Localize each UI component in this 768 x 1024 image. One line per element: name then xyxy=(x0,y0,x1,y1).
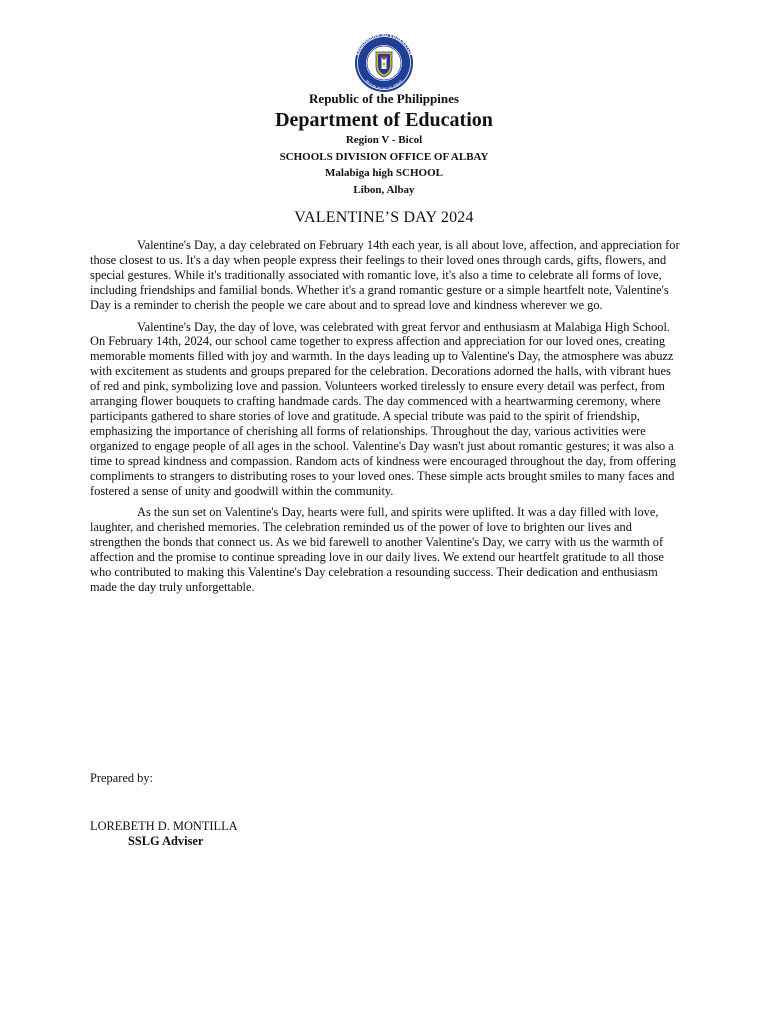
document-title: VALENTINE’S DAY 2024 xyxy=(294,209,474,226)
body-paragraph-2: Valentine's Day, the day of love, was celebrated with great fervor and enthusiasm at Malabiga High School. On February 14th, 2024, our school came together to express affection and appreciation for our loved ones, creating memorable moments filled with joy and warmth. In the days leading up to Valentine's Day, the atmosphere was abuzz with excitement as students and groups prepared for the celebration. Decorations adorned the halls, with vibrant hues of red and pink, symbolizing love and passion. Volunteers worked tirelessly to ensure every detail was perfect, from arranging flower bouquets to crafting handmade cards. The day commenced with a heartwarming ceremony, where participants gathered to share stories of love and gratitude. A special tribute was paid to the spirit of friendship, emphasizing the importance of cherishing all forms of relationships. Throughout the day, various activities were organized to engage people of all ages in the school. Valentine's Day wasn't just about romantic gestures; it was also a time to spread kindness and compassion. Random acts of kindness were encouraged throughout the day, from offering compliments to strangers to distributing roses to your loved ones. These simple acts brought smiles to many faces and fostered a sense of unity and goodwill within the community. xyxy=(90,319,677,498)
body-paragraph-3: As the sun set on Valentine's Day, hearts were full, and spirits were uplifted. It was a day filled with love, laughter, and cherished memories. The celebration reminded us of the power of love to brighten our lives and strengthen the bonds that connect us. As we bid farewell to another Valentine's Day, we carry with us the warmth of affection and the promise to continue spreading love in our daily lives. We extend our heartfelt gratitude to all those who contributed to making this Valentine's Day celebration a resounding success. Their dedication and enthusiasm made the day truly unforgettable. xyxy=(90,505,664,594)
body-paragraph-1: Valentine's Day, a day celebrated on February 14th each year, is all about love, affection, and appreciation for those closest to us. It's a day when people express their feelings to their loved ones through cards, gifts, flowers, and special gestures. While it's traditionally associated with romantic love, it's also a time to celebrate all forms of love, including friendships and familial bonds. Whether it's a grand romantic gesture or a simple heartfelt note, Valentine's Day is a reminder to cherish the people we care about and to spread love and kindness wherever we go. xyxy=(90,238,680,312)
division-heading: SCHOOLS DIVISION OFFICE OF ALBAY xyxy=(279,150,489,163)
signer-role: SSLG Adviser xyxy=(128,834,204,848)
document-body xyxy=(90,238,680,602)
letterhead xyxy=(0,90,768,198)
department-heading: Department of Education xyxy=(275,109,493,131)
prepared-by-label: Prepared by: xyxy=(90,771,153,785)
svg-text:KAGAWARAN NG EDUKASYON: KAGAWARAN NG EDUKASYON xyxy=(354,33,414,57)
school-heading: Malabiga high SCHOOL xyxy=(325,167,443,179)
signer-name: LOREBETH D. MONTILLA xyxy=(90,819,238,833)
location-heading: Libon, Albay xyxy=(353,183,415,196)
deped-seal-icon xyxy=(347,33,421,93)
svg-text:REPUBLIKA NG PILIPINAS: REPUBLIKA NG PILIPINAS xyxy=(364,79,404,92)
region-heading: Region V - Bicol xyxy=(345,134,423,146)
republic-heading: Republic of the Philippines xyxy=(309,91,459,106)
